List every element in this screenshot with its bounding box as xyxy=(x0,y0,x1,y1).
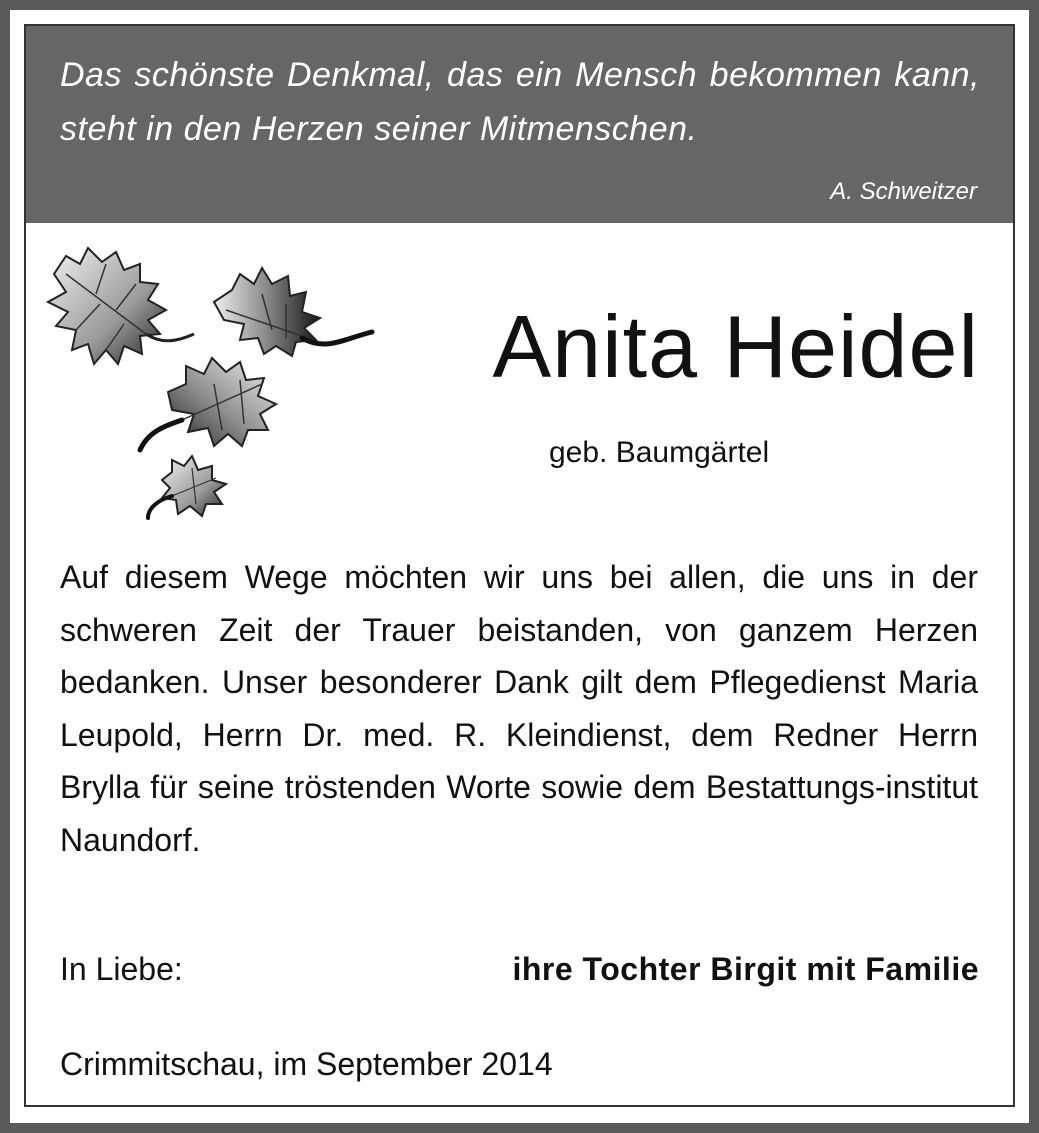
quote-text: Das schönste Denkmal, das ein Mensch bekommen kann, steht in den Herzen seiner Mitmenschen. xyxy=(60,56,980,148)
signoff-family: ihre Tochter Birgit mit Familie xyxy=(512,951,979,987)
quote-author: A. Schweitzer xyxy=(830,178,977,205)
thank-you-message: Auf diesem Wege möchten wir uns bei allen, die uns in der schweren Zeit der Trauer beistanden, von ganzem Herzen bedanken. Unser besonderer Dank gilt dem Pflegedienst Maria Leupold, Herrn Dr. med. R. Kleindienst, dem Redner Herrn Brylla für seine tröstenden Worte sowie dem Bestattungs-institut Naundorf. xyxy=(60,559,978,858)
maiden-name: geb. Baumgärtel xyxy=(549,436,770,469)
outer-frame xyxy=(10,10,1029,1123)
signoff-label: In Liebe: xyxy=(60,951,183,987)
place-date: Crimmitschau, im September 2014 xyxy=(60,1046,553,1082)
autumn-leaves-icon xyxy=(36,234,376,524)
leaf-small xyxy=(148,456,226,518)
leaf-top-right xyxy=(214,268,372,356)
quote-box xyxy=(26,26,1013,223)
leaf-large xyxy=(48,248,194,364)
leaf-middle xyxy=(140,358,276,450)
deceased-name: Anita Heidel xyxy=(492,297,979,396)
notice-card xyxy=(24,24,1015,1107)
